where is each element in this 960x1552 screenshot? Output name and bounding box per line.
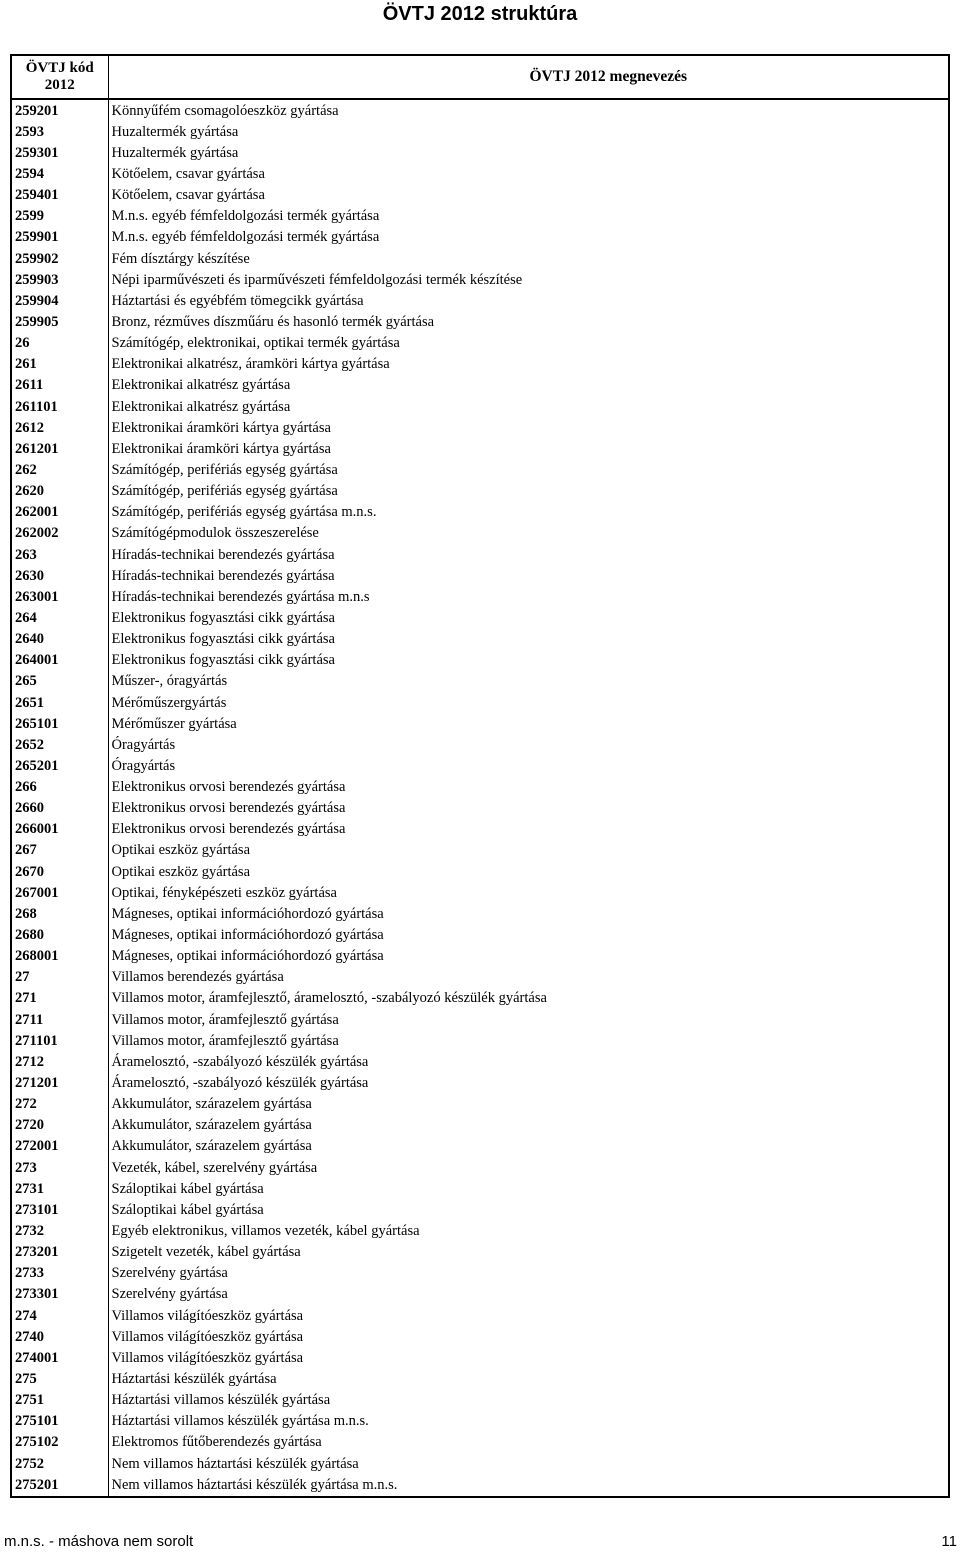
page-number: 11 — [941, 1533, 957, 1550]
row-code: 2620 — [12, 481, 108, 502]
row-name: M.n.s. egyéb fémfeldolgozási termék gyártása — [111, 208, 380, 225]
table-body — [12, 99, 948, 1496]
row-name: Akkumulátor, szárazelem gyártása — [111, 1138, 312, 1155]
row-name: Áramelosztó, -szabályozó készülék gyártása — [111, 1075, 369, 1092]
row-code: 2599 — [12, 206, 108, 227]
row-name: Szerelvény gyártása — [111, 1286, 228, 1303]
row-code: 2752 — [12, 1453, 108, 1474]
row-code: 265101 — [12, 713, 108, 734]
classification-table — [12, 56, 948, 1496]
table-row — [12, 1094, 948, 1115]
table-row — [12, 755, 948, 776]
row-code: 268 — [12, 903, 108, 924]
row-name: Óragyártás — [111, 757, 176, 774]
row-name: Villamos világítóeszköz gyártása — [111, 1349, 304, 1366]
row-code: 261201 — [12, 438, 108, 459]
row-code: 264001 — [12, 650, 108, 671]
table-row — [12, 1030, 948, 1051]
row-name: Mágneses, optikai információhordozó gyártása — [111, 905, 384, 922]
row-code: 2712 — [12, 1051, 108, 1072]
row-code: 2733 — [12, 1263, 108, 1284]
row-code: 275101 — [12, 1411, 108, 1432]
row-name: Akkumulátor, szárazelem gyártása — [111, 1117, 312, 1134]
row-name: Fém dísztárgy készítése — [111, 250, 250, 267]
row-code: 259201 — [12, 99, 108, 121]
table-row — [12, 1474, 948, 1496]
row-code: 272001 — [12, 1136, 108, 1157]
row-name: Villamos világítóeszköz gyártása — [111, 1328, 304, 1345]
row-name: Óragyártás — [111, 736, 176, 753]
row-name: Számítógép, perifériás egység gyártása — [111, 461, 338, 478]
row-name: Áramelosztó, -szabályozó készülék gyártása — [111, 1053, 369, 1070]
row-code: 273201 — [12, 1242, 108, 1263]
row-name: Mágneses, optikai információhordozó gyártása — [111, 927, 384, 944]
table-row — [12, 1432, 948, 1453]
table-row — [12, 1157, 948, 1178]
table-row — [12, 1411, 948, 1432]
row-name: Számítógépmodulok összeszerelése — [111, 525, 319, 542]
row-code: 265 — [12, 671, 108, 692]
row-code: 275201 — [12, 1474, 108, 1496]
row-code: 2612 — [12, 417, 108, 438]
table-row — [12, 1347, 948, 1368]
row-name: Száloptikai kábel gyártása — [111, 1201, 264, 1218]
table-row — [12, 333, 948, 354]
table-row — [12, 1326, 948, 1347]
table-row — [12, 502, 948, 523]
row-code: 267 — [12, 840, 108, 861]
row-code: 263001 — [12, 586, 108, 607]
table-row — [12, 1178, 948, 1199]
table-row — [12, 1453, 948, 1474]
page-title: ÖVTJ 2012 struktúra — [382, 3, 578, 25]
row-code: 2611 — [12, 375, 108, 396]
row-name: Optikai eszköz gyártása — [111, 863, 251, 880]
classification-table-frame — [10, 54, 950, 1498]
code-column-header — [12, 56, 108, 99]
row-code: 273 — [12, 1157, 108, 1178]
row-code: 259905 — [12, 311, 108, 332]
row-code: 274001 — [12, 1347, 108, 1368]
table-row — [12, 544, 948, 565]
table-row — [12, 882, 948, 903]
row-name: Elektronikai alkatrész gyártása — [111, 377, 291, 394]
row-code: 2720 — [12, 1115, 108, 1136]
row-code: 266001 — [12, 819, 108, 840]
row-name: Elektronikus orvosi berendezés gyártása — [111, 800, 346, 817]
row-name: Számítógép, elektronikai, optikai termék gyártása — [111, 335, 400, 352]
row-code: 27 — [12, 967, 108, 988]
row-name: Elektronikai áramköri kártya gyártása — [111, 440, 331, 457]
footer-note: m.n.s. - máshova nem sorolt — [4, 1533, 194, 1550]
row-code: 273101 — [12, 1199, 108, 1220]
table-row — [12, 290, 948, 311]
row-code: 268001 — [12, 946, 108, 967]
table-row — [12, 798, 948, 819]
row-name: Mérőműszergyártás — [111, 694, 227, 711]
table-row — [12, 650, 948, 671]
row-name: Egyéb elektronikus, villamos vezeték, kábel gyártása — [111, 1223, 420, 1240]
row-name: Nem villamos háztartási készülék gyártása m.n.s. — [111, 1477, 398, 1494]
row-code: 259901 — [12, 227, 108, 248]
row-code: 272 — [12, 1094, 108, 1115]
row-code: 274 — [12, 1305, 108, 1326]
name-column-header: ÖVTJ 2012 megnevezés — [108, 56, 948, 99]
table-row — [12, 692, 948, 713]
table-row — [12, 1390, 948, 1411]
table-row — [12, 1284, 948, 1305]
row-code: 259902 — [12, 248, 108, 269]
table-row — [12, 417, 948, 438]
row-name: Akkumulátor, szárazelem gyártása — [111, 1096, 312, 1113]
row-code: 259401 — [12, 185, 108, 206]
row-code: 2680 — [12, 924, 108, 945]
row-name: Huzaltermék gyártása — [111, 123, 239, 140]
table-row — [12, 734, 948, 755]
table-row — [12, 1242, 948, 1263]
row-name: Villamos világítóeszköz gyártása — [111, 1307, 304, 1324]
row-name: Optikai, fényképészeti eszköz gyártása — [111, 884, 337, 901]
row-code: 259301 — [12, 142, 108, 163]
row-code: 264 — [12, 607, 108, 628]
table-row — [12, 1051, 948, 1072]
row-name: Könnyűfém csomagolóeszköz gyártása — [111, 102, 339, 119]
row-name: Bronz, rézműves díszműáru és hasonló termék gyártása — [111, 313, 435, 330]
row-code: 2660 — [12, 798, 108, 819]
row-name: Kötőelem, csavar gyártása — [111, 187, 265, 204]
code-header-line2: 2012 — [44, 77, 75, 93]
row-name: Optikai eszköz gyártása — [111, 842, 251, 859]
row-name: Számítógép, perifériás egység gyártása m.n.s. — [111, 504, 377, 521]
table-row — [12, 629, 948, 650]
row-code: 261 — [12, 354, 108, 375]
table-header — [12, 56, 948, 99]
table-row — [12, 459, 948, 480]
table-row — [12, 269, 948, 290]
table-row — [12, 311, 948, 332]
row-name: Elektronikai áramköri kártya gyártása — [111, 419, 331, 436]
table-row — [12, 1136, 948, 1157]
row-code: 262 — [12, 459, 108, 480]
row-name: Nem villamos háztartási készülék gyártása — [111, 1455, 359, 1472]
table-row — [12, 375, 948, 396]
row-code: 2640 — [12, 629, 108, 650]
row-name: Mágneses, optikai információhordozó gyártása — [111, 948, 384, 965]
row-name: Elektronikus orvosi berendezés gyártása — [111, 779, 346, 796]
row-name: Szigetelt vezeték, kábel gyártása — [111, 1244, 301, 1261]
table-row — [12, 1263, 948, 1284]
table-row — [12, 1072, 948, 1093]
row-code: 259904 — [12, 290, 108, 311]
row-name: Műszer-, óragyártás — [111, 673, 228, 690]
header-row — [12, 56, 948, 99]
row-code: 2652 — [12, 734, 108, 755]
row-name: Háztartási készülék gyártása — [111, 1371, 277, 1387]
row-code: 262001 — [12, 502, 108, 523]
table-row — [12, 924, 948, 945]
table-row — [12, 1305, 948, 1326]
row-name: Híradás-technikai berendezés gyártása — [111, 567, 335, 584]
row-name: Elektronikai alkatrész gyártása — [111, 398, 291, 415]
row-name: Száloptikai kábel gyártása — [111, 1180, 264, 1197]
table-row — [12, 99, 948, 121]
table-row — [12, 1115, 948, 1136]
table-row — [12, 396, 948, 417]
row-code: 2594 — [12, 163, 108, 184]
row-code: 2651 — [12, 692, 108, 713]
table-row — [12, 481, 948, 502]
row-code: 259903 — [12, 269, 108, 290]
row-name: Híradás-technikai berendezés gyártása m.n.s — [111, 588, 370, 605]
table-row — [12, 185, 948, 206]
table-row — [12, 671, 948, 692]
table-row — [12, 967, 948, 988]
row-code: 2731 — [12, 1178, 108, 1199]
table-row — [12, 1009, 948, 1030]
table-row — [12, 227, 948, 248]
table-row — [12, 206, 948, 227]
row-name: M.n.s. egyéb fémfeldolgozási termék gyártása — [111, 229, 380, 246]
table-row — [12, 586, 948, 607]
table-row — [12, 163, 948, 184]
row-name: Híradás-technikai berendezés gyártása — [111, 546, 335, 563]
row-name: Háztartási és egyébfém tömegcikk gyártása — [111, 292, 364, 309]
table-row — [12, 1368, 948, 1389]
table-row — [12, 861, 948, 882]
row-code: 273301 — [12, 1284, 108, 1305]
row-name: Háztartási villamos készülék gyártása m.n.s. — [111, 1413, 369, 1430]
code-header-line1: ÖVTJ kód — [25, 60, 94, 76]
table-row — [12, 903, 948, 924]
row-name: Elektronikus orvosi berendezés gyártása — [111, 821, 346, 838]
row-code: 26 — [12, 333, 108, 354]
table-row — [12, 819, 948, 840]
table-row — [12, 713, 948, 734]
row-name: Villamos motor, áramfejlesztő gyártása — [111, 1011, 339, 1028]
row-name: Elektronikai alkatrész, áramköri kártya gyártása — [111, 356, 390, 373]
row-code: 263 — [12, 544, 108, 565]
table-row — [12, 142, 948, 163]
table-row — [12, 988, 948, 1009]
row-code: 266 — [12, 777, 108, 798]
row-code: 275 — [12, 1368, 108, 1389]
row-name: Szerelvény gyártása — [111, 1265, 228, 1282]
table-row — [12, 248, 948, 269]
row-name: Háztartási villamos készülék gyártása — [111, 1392, 331, 1409]
row-code: 261101 — [12, 396, 108, 417]
table-row — [12, 1199, 948, 1220]
row-name: Vezeték, kábel, szerelvény gyártása — [111, 1159, 318, 1176]
row-code: 2751 — [12, 1390, 108, 1411]
row-code: 267001 — [12, 882, 108, 903]
row-name: Villamos motor, áramfejlesztő gyártása — [111, 1032, 339, 1049]
table-row — [12, 121, 948, 142]
row-name: Népi iparművészeti és iparművészeti fémfeldolgozási termék készítése — [111, 271, 523, 288]
row-name: Mérőműszer gyártása — [111, 715, 237, 732]
row-code: 2711 — [12, 1009, 108, 1030]
table-row — [12, 777, 948, 798]
row-code: 271101 — [12, 1030, 108, 1051]
row-name: Elektronikus fogyasztási cikk gyártása — [111, 652, 335, 669]
table-row — [12, 946, 948, 967]
row-code: 2630 — [12, 565, 108, 586]
table-row — [12, 438, 948, 459]
row-name: Elektromos fűtőberendezés gyártása — [111, 1434, 322, 1451]
table-row — [12, 1220, 948, 1241]
row-name: Huzaltermék gyártása — [111, 144, 239, 161]
row-name: Elektronikus fogyasztási cikk gyártása — [111, 609, 335, 626]
row-code: 265201 — [12, 755, 108, 776]
row-code: 2740 — [12, 1326, 108, 1347]
row-name: Számítógép, perifériás egység gyártása — [111, 483, 338, 500]
row-code: 2593 — [12, 121, 108, 142]
table-row — [12, 565, 948, 586]
row-code: 2732 — [12, 1220, 108, 1241]
table-row — [12, 354, 948, 375]
row-name: Villamos motor, áramfejlesztő, áramelosztó, -szabályozó készülék gyártása — [111, 990, 547, 1007]
table-row — [12, 607, 948, 628]
row-code: 271 — [12, 988, 108, 1009]
table-row — [12, 840, 948, 861]
table-row — [12, 523, 948, 544]
row-name: Elektronikus fogyasztási cikk gyártása — [111, 631, 335, 648]
row-code: 271201 — [12, 1072, 108, 1093]
row-name: Kötőelem, csavar gyártása — [111, 165, 265, 182]
row-code: 275102 — [12, 1432, 108, 1453]
row-name: Villamos berendezés gyártása — [111, 969, 284, 986]
row-code: 2670 — [12, 861, 108, 882]
row-code: 262002 — [12, 523, 108, 544]
